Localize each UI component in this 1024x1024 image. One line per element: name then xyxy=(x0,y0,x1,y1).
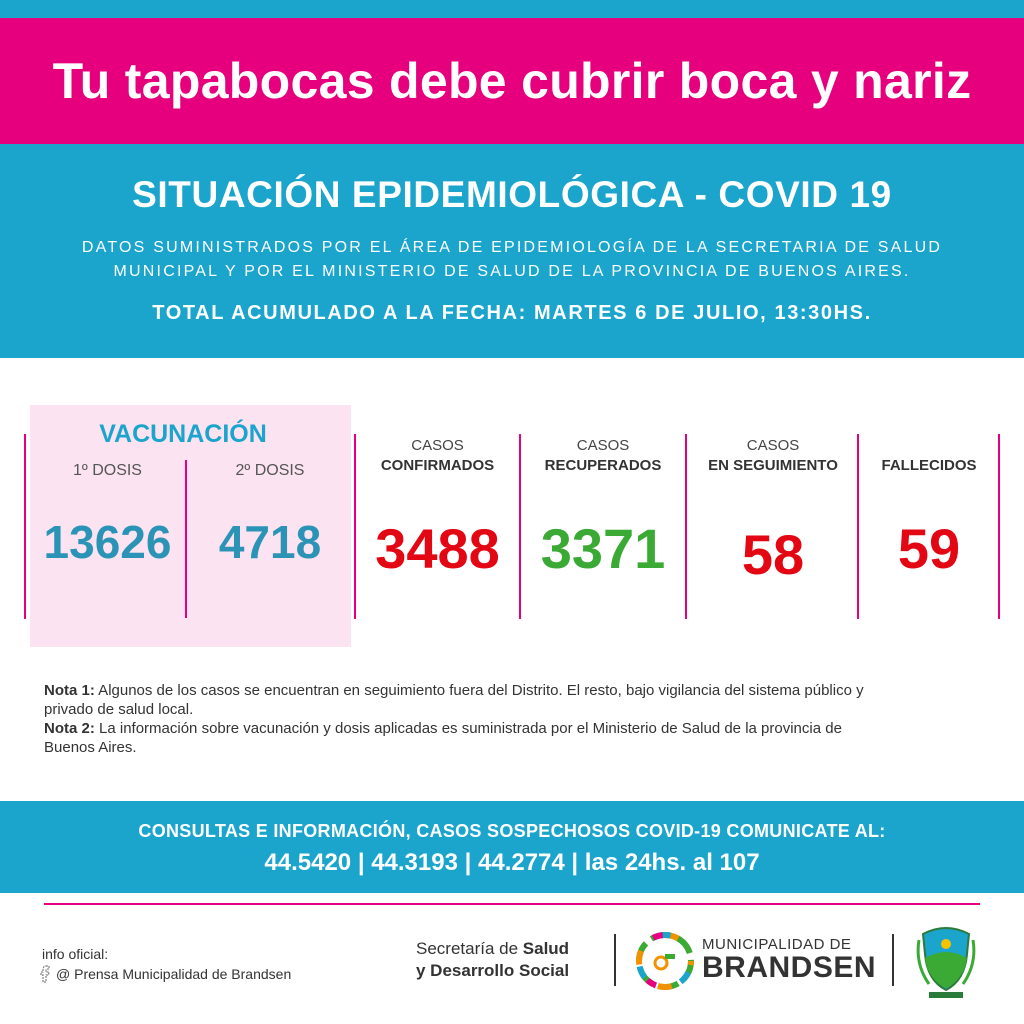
facebook-icon xyxy=(36,964,54,984)
footer-divider xyxy=(44,903,980,905)
vaccination-title: VACUNACIÓN xyxy=(99,420,267,448)
municipalidad-label: MUNICIPALIDAD DE BRANDSEN xyxy=(702,936,877,984)
confirmed-label: CASOS CONFIRMADOS xyxy=(380,437,495,474)
divider-line xyxy=(185,460,187,618)
info-label: info oficial: xyxy=(42,946,109,962)
note-1: Nota 1: Algunos de los casos se encuentran en seguimiento fuera del Distrito. El resto, bajo vigilancia del sistema público y privado de salud local. xyxy=(44,682,864,718)
situation-subtitle xyxy=(0,236,1024,284)
dose1-value: 13626 xyxy=(43,516,172,568)
notes xyxy=(44,681,884,757)
situation-subtitle-line2: MUNICIPAL Y POR EL MINISTERIO DE SALUD DE LA PROVINCIA DE BUENOS AIRES. xyxy=(113,263,911,280)
monitoring-value: 58 xyxy=(741,523,805,586)
info-handle: @ Prensa Municipalidad de Brandsen xyxy=(56,966,292,982)
total-date: TOTAL ACUMULADO A LA FECHA: MARTES 6 DE JULIO, 13:30HS. xyxy=(152,302,872,324)
top-strip xyxy=(0,0,1024,18)
footer-separator xyxy=(892,934,894,986)
contact-line1: CONSULTAS E INFORMACIÓN, CASOS SOSPECHOSOS COVID-19 COMUNICATE AL: xyxy=(138,821,886,841)
situation-title: SITUACIÓN EPIDEMIOLÓGICA - COVID 19 xyxy=(132,174,892,215)
dose2-value: 4718 xyxy=(218,516,322,568)
confirmed-value: 3488 xyxy=(375,517,500,580)
recovered-value: 3371 xyxy=(540,517,666,580)
dose2-label: 2º DOSIS xyxy=(235,462,305,479)
divider-line xyxy=(998,434,1000,619)
note-2: Nota 2: La información sobre vacunación y dosis aplicadas es suministrada por el Ministerio de Salud de la provincia de Buenos Aires. xyxy=(44,720,842,756)
contact-phones: 44.5420 | 44.3193 | 44.2774 | las 24hs. al 107 xyxy=(264,849,760,876)
deceased-label: FALLECIDOS xyxy=(881,457,977,474)
info-oficial xyxy=(36,944,291,984)
footer-separator xyxy=(614,934,616,986)
contact-banner xyxy=(0,801,1024,893)
deceased-value: 59 xyxy=(897,517,961,580)
situation-subtitle-line1: DATOS SUMINISTRADOS POR EL ÁREA DE EPIDEMIOLOGÍA DE LA SECRETARIA DE SALUD xyxy=(81,239,943,256)
header-banner xyxy=(0,18,1024,144)
crest-icon xyxy=(915,924,977,1000)
situation-banner xyxy=(0,144,1024,358)
secretaria-label: Secretaría de Salud y Desarrollo Social xyxy=(416,939,570,980)
divider-line xyxy=(24,434,26,619)
header-title: Tu tapabocas debe cubrir boca y nariz xyxy=(52,53,972,109)
municipal-logo-icon xyxy=(636,932,694,990)
dose1-label: 1º DOSIS xyxy=(73,462,142,479)
monitoring-label: CASOS EN SEGUIMIENTO xyxy=(708,437,838,474)
recovered-label: CASOS RECUPERADOS xyxy=(544,437,662,474)
